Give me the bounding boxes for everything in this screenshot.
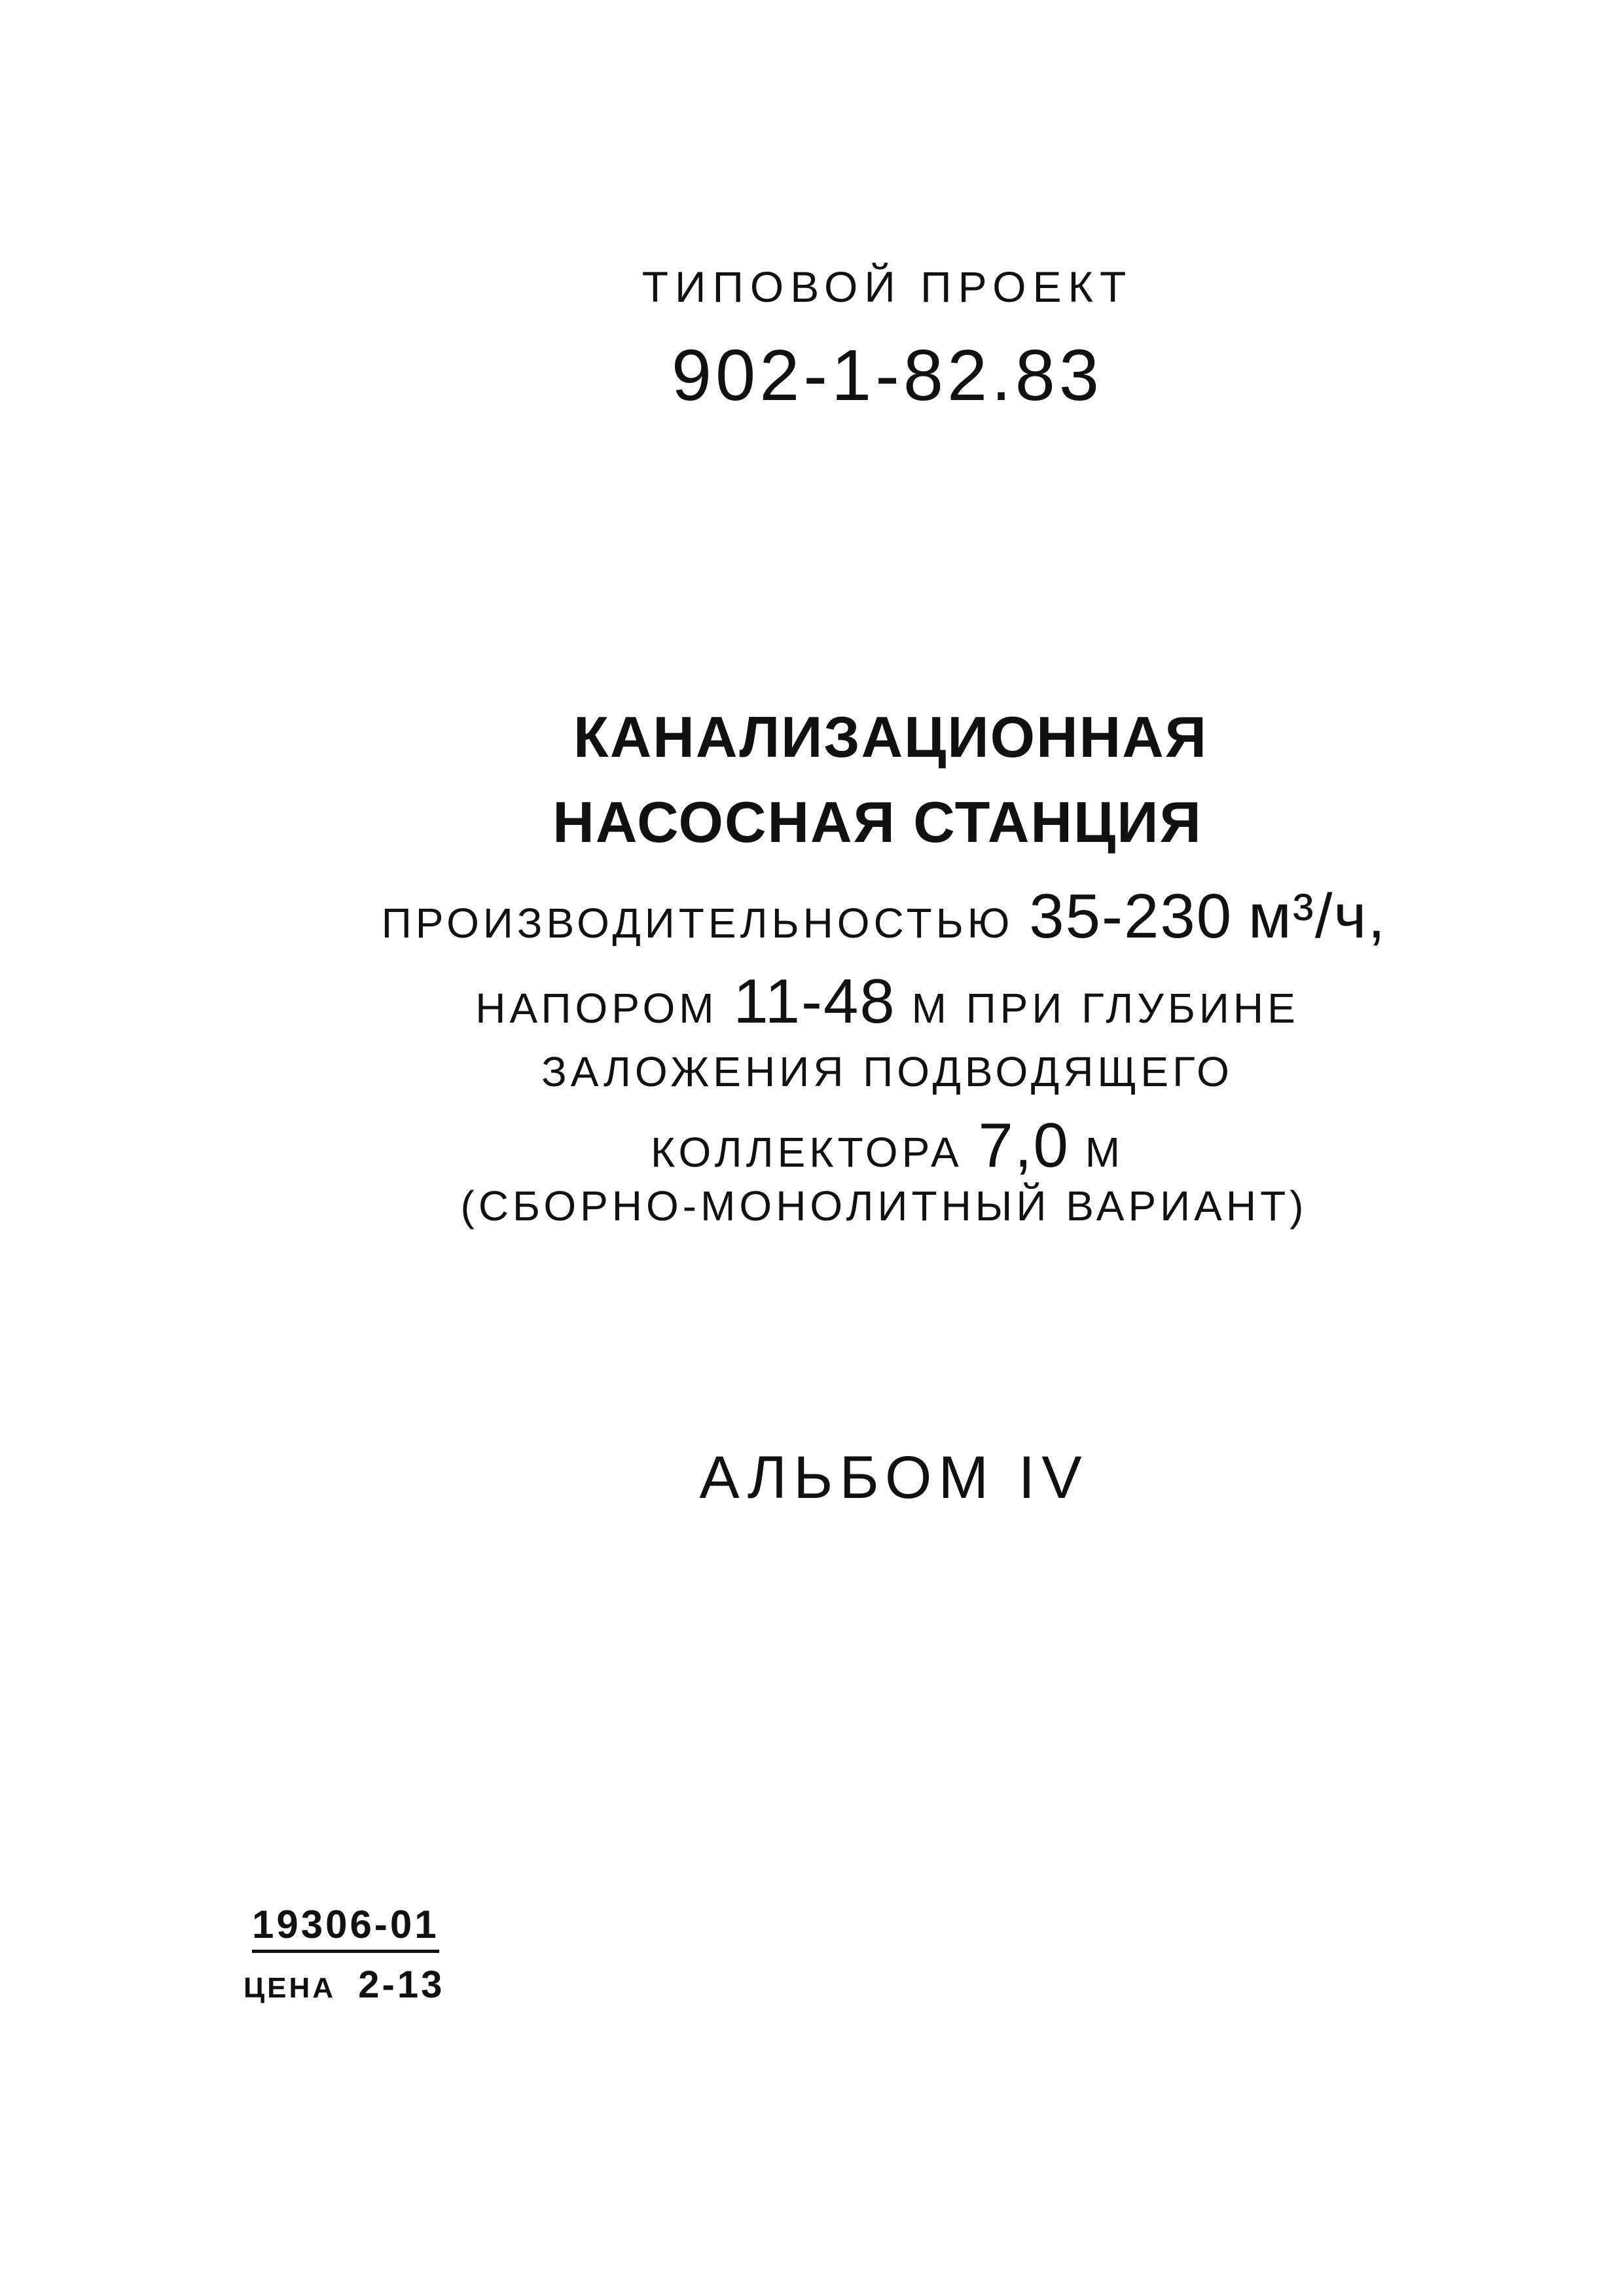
head-suffix: М ПРИ ГЛУБИНЕ — [911, 985, 1299, 1032]
collector-unit: М — [1085, 1129, 1124, 1176]
head-line — [75, 966, 1624, 1038]
price-value: 2-13 — [358, 1963, 445, 2006]
collector-line — [75, 1110, 1624, 1182]
project-number: 902-1-82.83 — [671, 335, 1104, 416]
variant-line: (СБОРНО-МОНОЛИТНЫЙ ВАРИАНТ) — [460, 1182, 1308, 1230]
capacity-unit: м³/ч, — [1248, 881, 1387, 951]
capacity-label: ПРОИЗВОДИТЕЛЬНОСТЬЮ — [381, 900, 1014, 947]
capacity-line — [72, 881, 1624, 953]
inventory-code: 19306-01 — [252, 1902, 439, 1953]
head-label: НАПОРОМ — [475, 985, 718, 1032]
capacity-value: 35-230 — [1029, 881, 1233, 951]
price-line — [244, 1963, 444, 2007]
title-line-1: КАНАЛИЗАЦИОННАЯ — [573, 704, 1208, 769]
head-value: 11-48 — [733, 966, 896, 1036]
collector-value: 7,0 — [978, 1110, 1070, 1180]
document-type-label: ТИПОВОЙ ПРОЕКТ — [641, 263, 1133, 311]
collector-label: КОЛЛЕКТОРА — [650, 1129, 963, 1176]
price-label: ЦЕНА — [244, 1972, 336, 2004]
title-line-2: НАСОСНАЯ СТАНЦИЯ — [552, 790, 1202, 854]
album-label: АЛЬБОМ IV — [699, 1444, 1089, 1511]
depth-line: ЗАЛОЖЕНИЯ ПОДВОДЯЩЕГО — [541, 1048, 1233, 1095]
